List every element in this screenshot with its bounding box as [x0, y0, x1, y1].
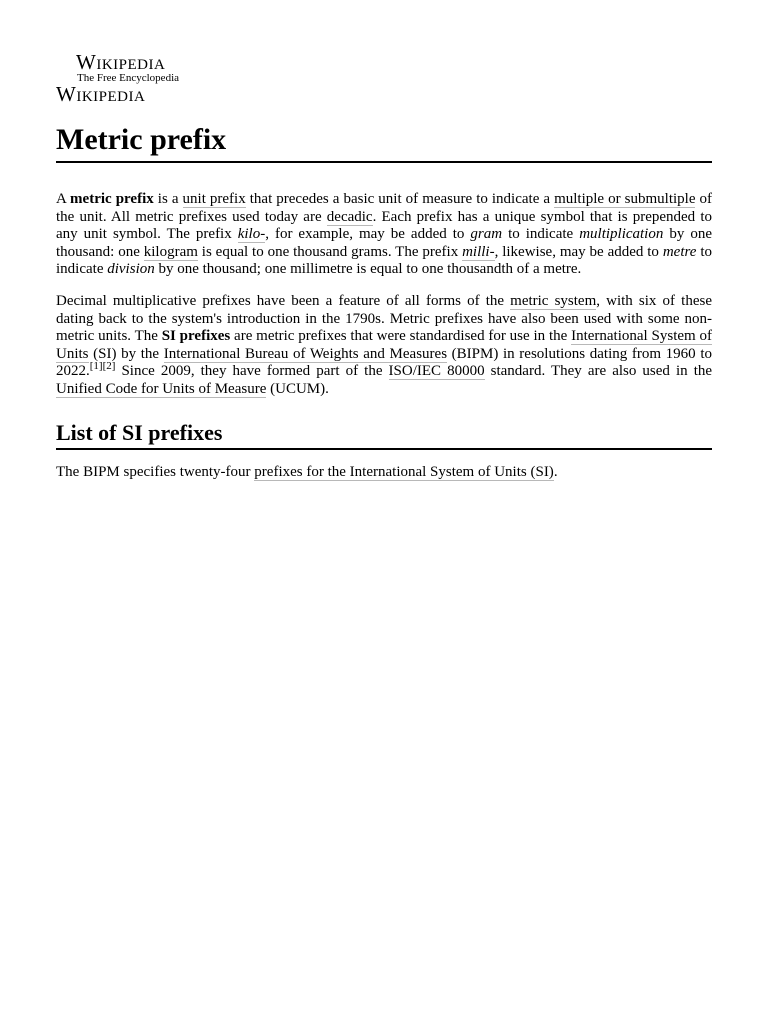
- citation-link[interactable]: [1][2]: [89, 360, 116, 373]
- text: to indicate: [56, 243, 712, 278]
- italic-term: gram: [470, 226, 503, 243]
- wikipedia-logo[interactable]: [56, 52, 712, 104]
- logo-wordmark-secondary: Wikipedia: [56, 82, 146, 106]
- link-kilogram[interactable]: kilogram: [143, 243, 198, 260]
- link-milli[interactable]: milli-: [462, 243, 495, 260]
- text: that precedes a basic unit of measure to indicate a: [245, 191, 555, 207]
- link-decadic[interactable]: decadic: [326, 208, 373, 225]
- text: standard. They are also used in the: [484, 363, 713, 380]
- logo-wordmark: Wikipedia: [76, 50, 166, 74]
- italic-term: division: [107, 261, 155, 278]
- link-ucum[interactable]: Unified Code for Units of Measure: [56, 380, 267, 397]
- link-international-system-of-units[interactable]: International System of Units: [56, 328, 712, 362]
- text: is equal to one thousand grams. The prefix: [197, 243, 463, 260]
- text: . Each prefix has a unique symbol that is prepended to any unit symbol. The prefix: [56, 208, 713, 243]
- text: The BIPM specifies twenty-four: [56, 463, 255, 480]
- section-paragraph: [56, 464, 712, 482]
- bold-term: SI prefixes: [161, 328, 231, 345]
- link-iso-iec-80000[interactable]: ISO/IEC 80000: [388, 363, 485, 380]
- section-heading: List of SI prefixes: [56, 419, 712, 450]
- intro-paragraph-2: [56, 293, 712, 399]
- text: are metric prefixes that were standardised for use in the: [230, 328, 572, 345]
- italic-term: multiplication: [579, 226, 664, 243]
- logo-tagline: The Free Encyclopedia: [77, 72, 180, 84]
- link-metric-system[interactable]: metric system: [510, 292, 597, 309]
- text: by one thousand: one: [56, 226, 712, 260]
- text: , for example, may be added to: [265, 226, 471, 243]
- page-title: Metric prefix: [56, 122, 712, 163]
- text: Since 2009, they have formed part of the: [115, 363, 389, 380]
- link-kilo[interactable]: kilo-: [237, 226, 266, 243]
- text: by one thousand; one millimetre is equal to one thousandth of a metre.: [154, 261, 582, 278]
- text: to indicate: [502, 226, 580, 243]
- bold-term: metric prefix: [70, 191, 154, 207]
- text: Decimal multiplicative prefixes have been a feature of all forms of the: [56, 292, 511, 309]
- text: A: [56, 191, 71, 207]
- link-unit-prefix[interactable]: unit prefix: [182, 191, 246, 207]
- text: (UCUM).: [266, 380, 329, 397]
- link-multiple-or-submultiple[interactable]: multiple or submultiple: [554, 191, 696, 207]
- text: , with six of these dating back to the system's introduction in the 1790s. Metric prefixes have also been used with some non-metric units. The: [56, 292, 712, 345]
- article: [56, 0, 712, 481]
- text: , likewise, may be added to: [494, 243, 663, 260]
- intro-paragraph-1: [56, 191, 712, 279]
- text: .: [553, 463, 558, 480]
- text: is a: [153, 191, 183, 207]
- italic-term: metre: [662, 243, 697, 260]
- text: (SI) by the: [88, 345, 164, 362]
- link-si-prefixes[interactable]: prefixes for the International System of Units (SI): [254, 463, 554, 480]
- text: (BIPM) in resolutions dating from 1960 to 2022.: [56, 345, 712, 380]
- text: of the unit. All metric prefixes used today are: [56, 191, 713, 225]
- link-bipm[interactable]: International Bureau of Weights and Measures: [163, 345, 448, 362]
